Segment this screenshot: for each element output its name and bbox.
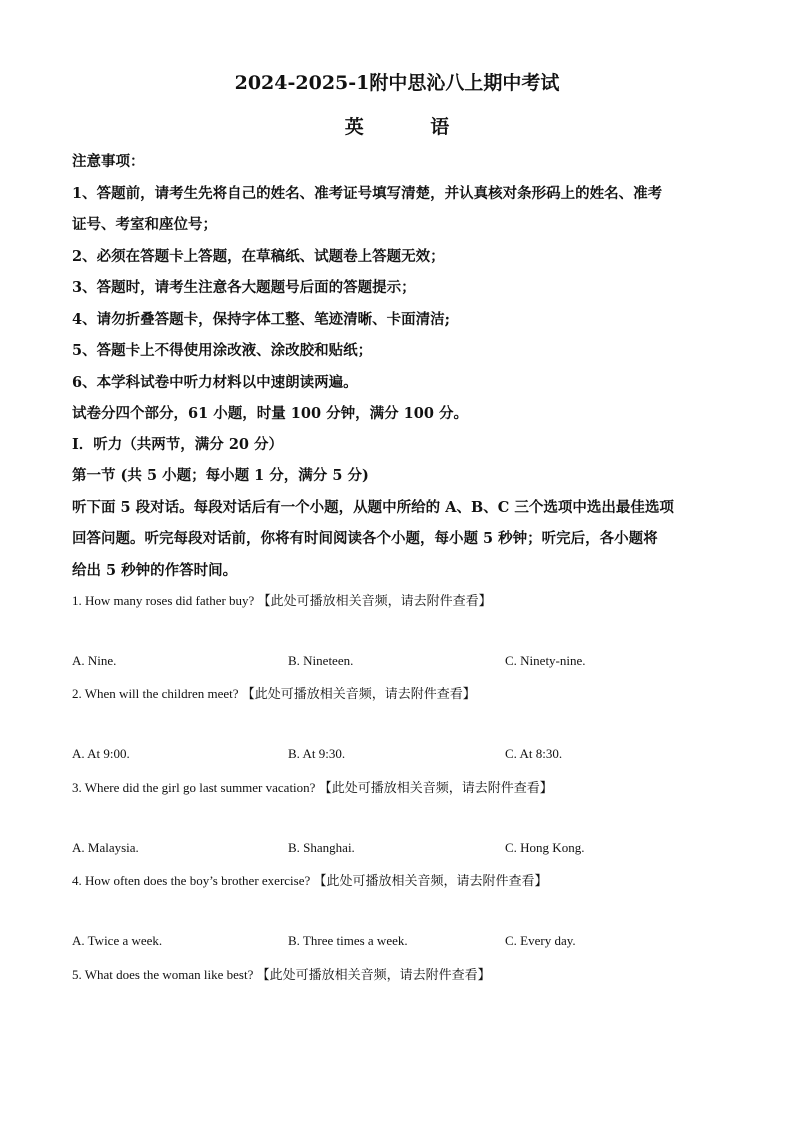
audio-note: 【此处可播放相关音频，请去附件查看】 bbox=[257, 594, 492, 609]
question-4 bbox=[72, 870, 548, 889]
notes-heading: 注意事项： bbox=[72, 153, 145, 170]
option-a: A. At 9:00. bbox=[72, 746, 130, 761]
question-text: 3. Where did the girl go last summer vacation? bbox=[72, 780, 316, 795]
section-title: I．听力（共两节，满分 20 分） bbox=[72, 436, 284, 453]
audio-note: 【此处可播放相关音频，请去附件查看】 bbox=[313, 874, 548, 889]
subject-title: 英 语 bbox=[344, 116, 480, 138]
option-a: A. Twice a week. bbox=[72, 933, 163, 948]
exam-title: 2024-2025-1附中思沁八上期中考试 bbox=[234, 72, 560, 94]
question-1 bbox=[72, 590, 492, 609]
question-5 bbox=[72, 964, 491, 983]
exam-summary: 试卷分四个部分，61 小题，时量 100 分钟，满分 100 分。 bbox=[72, 405, 468, 422]
question-text: 1. How many roses did father buy? bbox=[72, 593, 255, 608]
question-text: 2. When will the children meet? bbox=[72, 686, 239, 701]
option-b: B. At 9:30. bbox=[288, 746, 346, 761]
option-c: C. Ninety-nine. bbox=[505, 653, 586, 668]
audio-note: 【此处可播放相关音频，请去附件查看】 bbox=[241, 687, 476, 702]
notes-line: 1、答题前，请考生先将自己的姓名、准考证号填写清楚，并认真核对条形码上的姓名、准考 bbox=[72, 185, 663, 202]
question-text: 4. How often does the boy’s brother exercise? bbox=[72, 873, 311, 888]
option-b: B. Nineteen. bbox=[288, 653, 354, 668]
question-3 bbox=[72, 777, 553, 796]
option-b: B. Shanghai. bbox=[288, 840, 355, 855]
option-a: A. Malaysia. bbox=[72, 840, 139, 855]
question-2 bbox=[72, 683, 476, 702]
notes-line: 3、答题时，请考生注意各大题题号后面的答题提示； bbox=[72, 279, 416, 296]
notes-line: 证号、考室和座位号； bbox=[72, 216, 217, 233]
instruction-line: 回答问题。听完每段对话前，你将有时间阅读各个小题，每小题 5 秒钟；听完后，各小题将 bbox=[72, 530, 658, 547]
notes-line: 2、必须在答题卡上答题，在草稿纸、试题卷上答题无效； bbox=[72, 248, 445, 265]
instruction-line: 给出 5 秒钟的作答时间。 bbox=[72, 562, 238, 579]
option-b: B. Three times a week. bbox=[288, 933, 408, 948]
question-text: 5. What does the woman like best? bbox=[72, 967, 254, 982]
instruction-line: 听下面 5 段对话。每段对话后有一个小题，从题中所给的 A、B、C 三个选项中选出最佳选项 bbox=[72, 499, 674, 516]
option-c: C. Hong Kong. bbox=[505, 840, 585, 855]
notes-line: 6、本学科试卷中听力材料以中速朗读两遍。 bbox=[72, 374, 358, 391]
option-a: A. Nine. bbox=[72, 653, 117, 668]
part-title: 第一节 (共 5 小题；每小题 1 分，满分 5 分) bbox=[72, 467, 369, 484]
option-c: C. At 8:30. bbox=[505, 746, 563, 761]
option-c: C. Every day. bbox=[505, 933, 576, 948]
audio-note: 【此处可播放相关音频，请去附件查看】 bbox=[318, 781, 553, 796]
notes-line: 4、请勿折叠答题卡，保持字体工整、笔迹清晰、卡面清洁; bbox=[72, 311, 450, 328]
audio-note: 【此处可播放相关音频，请去附件查看】 bbox=[256, 968, 491, 983]
notes-line: 5、答题卡上不得使用涂改液、涂改胶和贴纸； bbox=[72, 342, 373, 359]
